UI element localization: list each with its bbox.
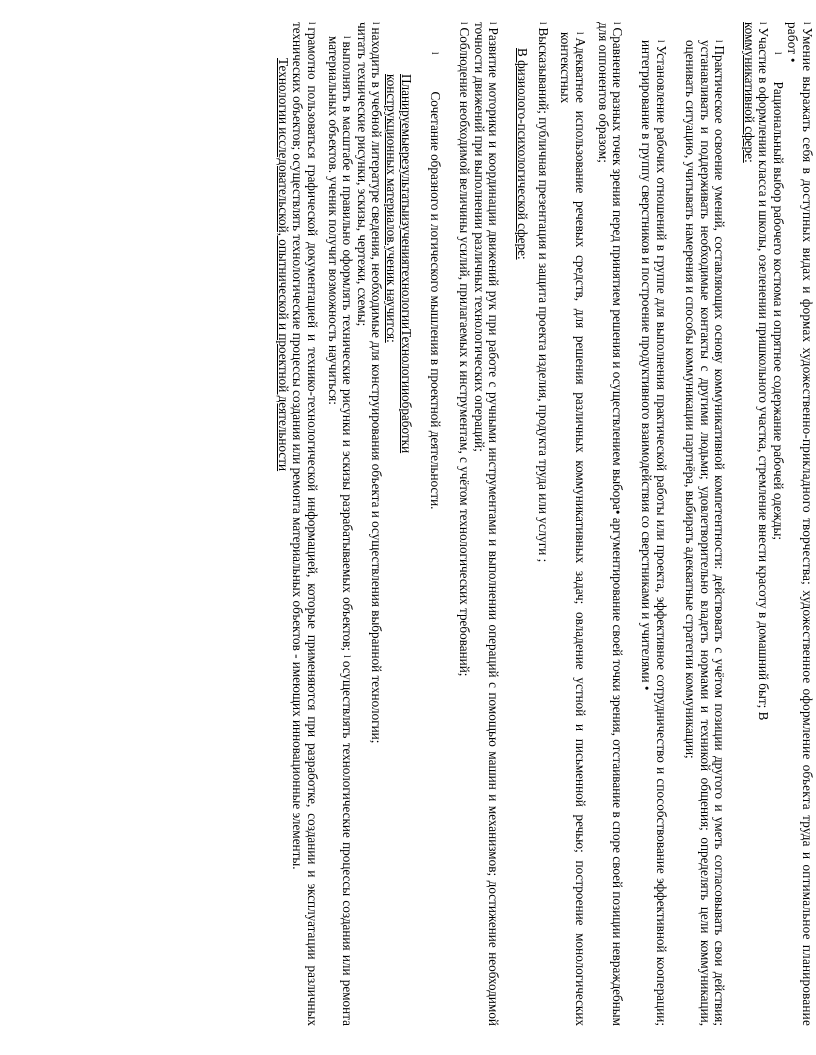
- bullet-marker: l: [307, 22, 317, 25]
- bullet-marker: l: [342, 36, 353, 39]
- planned-results-words: [398, 74, 414, 454]
- text-line: Участие в оформлении класса и школы, озеленении пришкольного участка, стремление внести красоту в домашний быт; В: [756, 27, 772, 721]
- heading-planned-results: [383, 22, 414, 454]
- bullet-marker: l: [537, 22, 548, 25]
- heading-text: В физиолого-психологической сфере:: [515, 48, 531, 260]
- heading-physiological-sphere: [515, 22, 530, 1026]
- paragraph-thinking: [427, 22, 442, 1026]
- text-line: Высказываний; публичная презентация и защита проекта изделия, продукта труда или услуги ;: [535, 27, 551, 563]
- bullet-marker: l: [656, 40, 667, 43]
- bullet-marker: l: [575, 32, 586, 35]
- word: Технологии: [398, 329, 414, 396]
- word: изучения: [398, 213, 414, 265]
- rotated-page: [16, 0, 816, 1040]
- planned-results-rest: конструкционных материалов.ученик научится:: [383, 74, 399, 343]
- word: технологии: [398, 264, 414, 330]
- text-line: Умение выражать себя в доступных видах и формах художественно-прикладного творчества; художественное оформление объекта труда и оптимальное планирование работ •: [785, 22, 815, 1026]
- paragraph-statements: [535, 22, 550, 1026]
- bullet-marker: l: [758, 22, 769, 25]
- bullet-marker: l: [612, 22, 623, 25]
- text-line: выполнять в масштабе и правильно оформлять технические рисунки и эскизы разрабатываемых объектов;: [340, 41, 356, 652]
- paragraph-class-decoration: [756, 22, 771, 1026]
- text-line: находить в учебной литературе сведения, необходимые для конструирования объекта и осуществления выбранной технологии;: [369, 27, 385, 744]
- spacer: [413, 22, 428, 1026]
- bullet-marker: l: [802, 22, 812, 25]
- text-line: грамотно пользоваться графической документацией и технико-технологической информацией, которые применяются при разработке, создании и эксплуатации различных технических объектов; осуществлять технологические процессы создания или ремонта материальных объектов - имеющих инновационные элементы.: [290, 22, 320, 1026]
- text-line: Развитие моторики и координации движений рук при работе с ручными инструментами и выполнении операций с помощью машин и механизмов; достижение необходимой точности движений при выполнении различных технологических операций;: [471, 22, 502, 1026]
- bullet-marker: l: [429, 52, 440, 55]
- text-line: Сравнение разных точек зрения перед принятием решения и осуществлением выбора• аргументирование своей точки зрения, отстаивание в споре своей позиции невраждебным для оппонентов образом;: [595, 22, 626, 1026]
- spacer: [726, 22, 741, 1026]
- text-line: Сочетание образного и логического мышления в проектной деятельности.: [427, 91, 443, 510]
- paragraph-self-expression: [785, 22, 814, 1026]
- heading-research-activity: Технологии исследовательской, опытнической и проектной деятельности: [275, 58, 291, 472]
- paragraph-motor-skills: [471, 22, 500, 1026]
- bullet-marker: l: [342, 655, 353, 658]
- text-line: Рациональный выбор рабочего костюма и опрятное содержание рабочей одежды;: [770, 81, 786, 541]
- bullet-marker: l: [772, 52, 783, 55]
- paragraph-practical-skills: [683, 22, 727, 1026]
- spacer: [442, 22, 457, 1026]
- text-line: осуществлять технологические процессы создания или ремонта материальных объектов. ученик получит возможность научиться:: [325, 36, 356, 1026]
- paragraph-work-clothes: [770, 22, 785, 1026]
- text-line: Адекватное использование речевых средств, для решения различных коммуникативных задач; овладение устной и письменной речью; построение монологических контекстных: [558, 32, 589, 1026]
- spacer: [668, 22, 683, 1026]
- text-line: Установление рабочих отношений в группе для выполнения практической работы или проекта, эффективное сотрудничество и способствование эффективной кооперации; интегрирование в группу сверстников и построение продуктивного взаимодействия со сверстниками и учителями •: [639, 40, 670, 1026]
- paragraph-effort: [456, 22, 471, 1026]
- text-line: Соблюдение необходимой величины усилий, прилагаемых к инструментам, с учётом технологических требований;: [456, 27, 472, 677]
- spacer: [587, 22, 595, 1026]
- word: результаты: [398, 151, 414, 214]
- spacer: [624, 22, 639, 1026]
- bullet-marker: l: [488, 22, 499, 25]
- word: Планируемые: [398, 74, 414, 152]
- bullet-marker: l: [458, 22, 469, 25]
- paragraph-comparing-views: [595, 22, 624, 1026]
- paragraph-find-info: [369, 22, 384, 1026]
- word: обработки: [398, 395, 414, 454]
- paragraph-read-drawings: читать технические рисунки, эскизы, чертежи, схемы;: [354, 22, 370, 327]
- paragraph-graphic-docs: [290, 22, 319, 1026]
- heading-communicative-sphere: коммуникативной сфере:: [741, 22, 757, 163]
- paragraph-speech-means: [558, 22, 587, 1026]
- bullet-marker: l: [714, 40, 725, 43]
- spacer: [550, 22, 558, 1026]
- paragraph-scale-drawings: [325, 22, 354, 1026]
- spacer: [500, 22, 515, 1026]
- bullet-marker: l: [371, 22, 382, 25]
- paragraph-group-work: [639, 22, 668, 1026]
- text-line: Практическое освоение умений, составляющих основу коммуникативной компетентности: действовать с учётом позиции другого и уметь согласовывать свои действия; устанавливать и поддерживать необходимые контакты с другими людьми; удовлетворительно владеть нормами и техникой общения; определять цели коммуникации, оценивать ситуацию, учитывать намерения и способы коммуникации партнёра, выбирать адекватные стратегии коммуникации;: [683, 40, 728, 1026]
